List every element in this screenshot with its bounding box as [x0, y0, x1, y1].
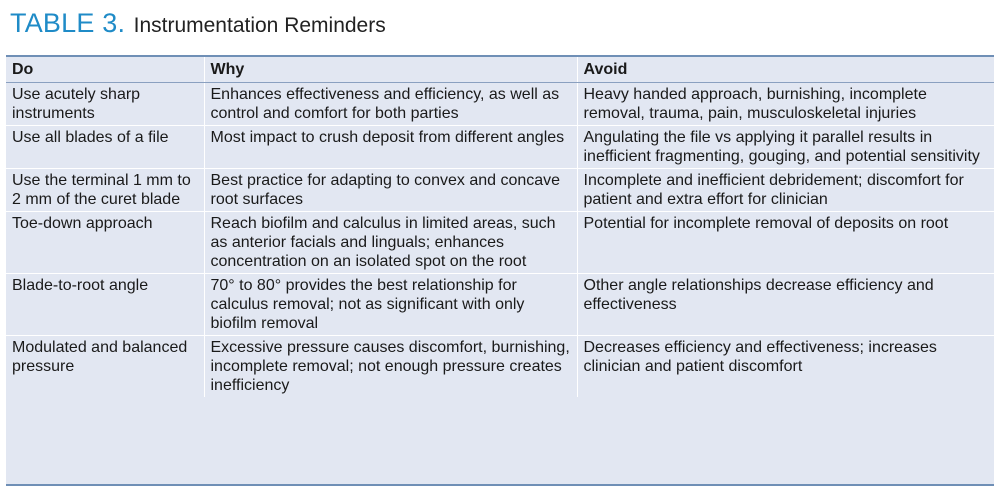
cell-do: Use the terminal 1 mm to 2 mm of the curet blade — [6, 169, 204, 212]
cell-avoid: Heavy handed approach, burnishing, incomplete removal, trauma, pain, musculoskeletal injuries — [577, 83, 994, 126]
column-header-why: Why — [204, 57, 577, 83]
cell-do: Use acutely sharp instruments — [6, 83, 204, 126]
table-row — [6, 126, 994, 169]
table-title-text: Instrumentation Reminders — [133, 14, 386, 37]
cell-why: Reach biofilm and calculus in limited areas, such as anterior facials and linguals; enhances concentration on an isolated spot on the root — [204, 212, 577, 274]
cell-avoid: Other angle relationships decrease efficiency and effectiveness — [577, 274, 994, 336]
cell-why: Excessive pressure causes discomfort, burnishing, incomplete removal; not enough pressure creates inefficiency — [204, 336, 577, 398]
column-header-do: Do — [6, 57, 204, 83]
cell-do: Use all blades of a file — [6, 126, 204, 169]
cell-avoid: Incomplete and inefficient debridement; discomfort for patient and extra effort for clinician — [577, 169, 994, 212]
table-number-label: TABLE 3. — [10, 8, 126, 38]
cell-why: 70° to 80° provides the best relationship for calculus removal; not as significant with only biofilm removal — [204, 274, 577, 336]
table-row — [6, 336, 994, 398]
table-row — [6, 83, 994, 126]
cell-do: Blade-to-root angle — [6, 274, 204, 336]
table-row — [6, 274, 994, 336]
cell-do: Modulated and balanced pressure — [6, 336, 204, 398]
instrumentation-table-container — [6, 55, 994, 486]
cell-avoid: Potential for incomplete removal of deposits on root — [577, 212, 994, 274]
table-row — [6, 169, 994, 212]
table-header-row — [6, 57, 994, 83]
cell-why: Most impact to crush deposit from different angles — [204, 126, 577, 169]
instrumentation-table — [6, 57, 994, 397]
cell-do: Toe-down approach — [6, 212, 204, 274]
column-header-avoid: Avoid — [577, 57, 994, 83]
cell-why: Enhances effectiveness and efficiency, as well as control and comfort for both parties — [204, 83, 577, 126]
table-title — [10, 8, 386, 44]
cell-avoid: Angulating the file vs applying it parallel results in inefficient fragmenting, gouging, and potential sensitivity — [577, 126, 994, 169]
table-row — [6, 212, 994, 274]
cell-why: Best practice for adapting to convex and concave root surfaces — [204, 169, 577, 212]
cell-avoid: Decreases efficiency and effectiveness; increases clinician and patient discomfort — [577, 336, 994, 398]
